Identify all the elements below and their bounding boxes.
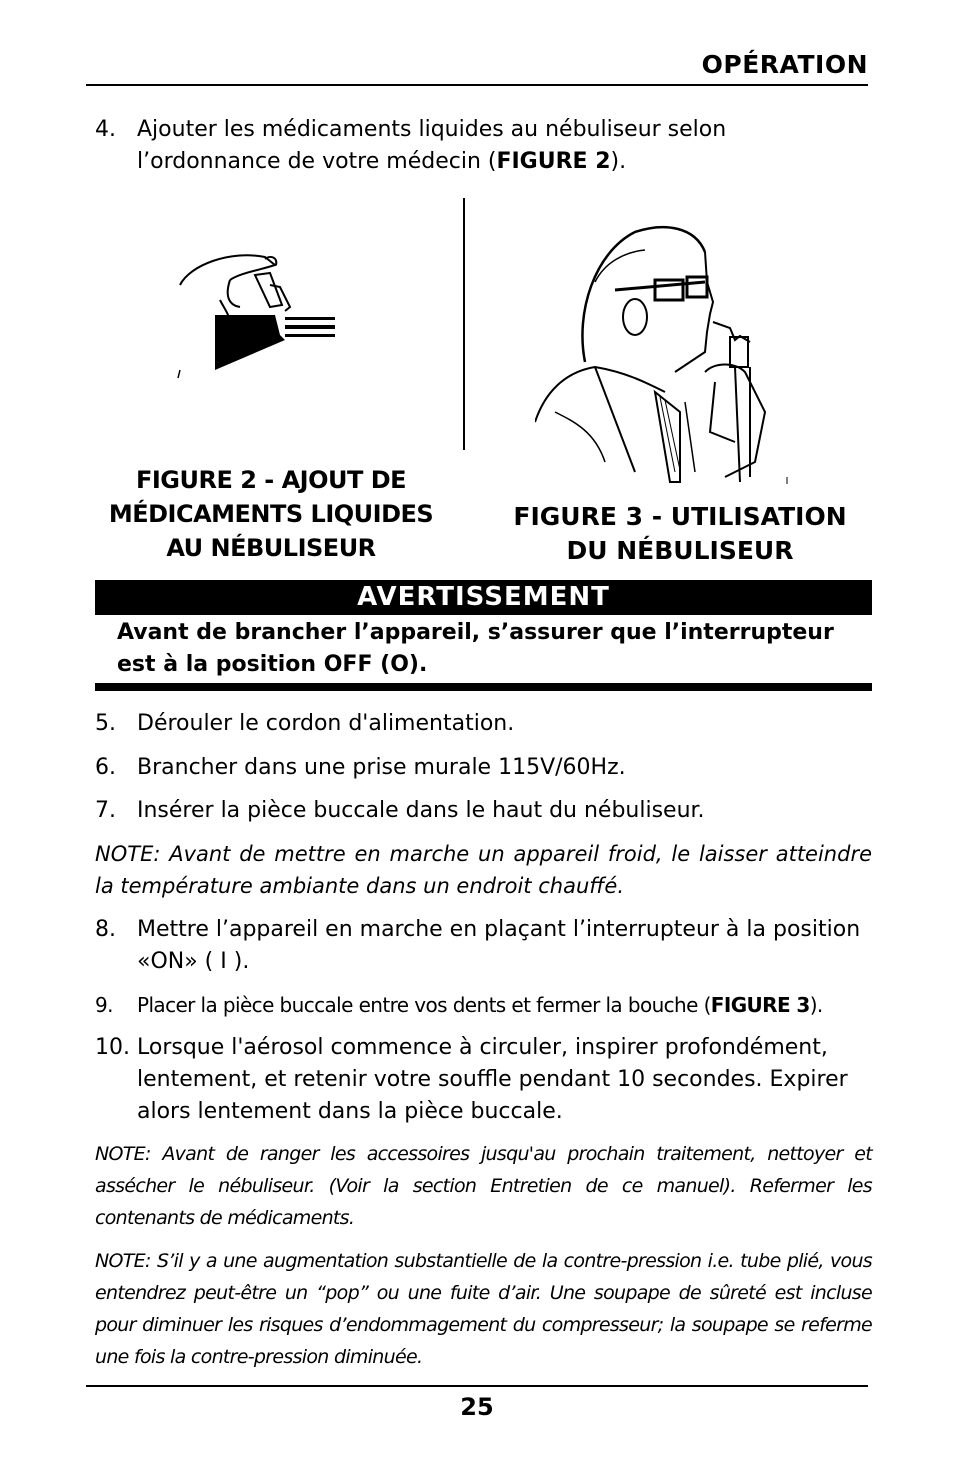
step-7: 7. Insérer la pièce buccale dans le haut du nébuliseur.: [95, 795, 875, 827]
step-10: 10. Lorsque l'aérosol commence à circuler, inspirer profondément, lentement, et retenir votre souffle pendant 10 secondes. Expirer alors lentement dans la pièce buccale.: [95, 1032, 875, 1128]
step-text: Lorsque l'aérosol commence à circuler, inspirer profondément, lentement, et retenir votre souffle pendant 10 secondes. Expirer alors lentement dans la pièce buccale.: [137, 1035, 848, 1124]
figure-3-caption: FIGURE 3 - UTILISATION DU NÉBULISEUR: [513, 502, 847, 565]
note-3: NOTE: S’il y a une augmentation substantielle de la contre-pression i.e. tube plié, vous entendrez peut-être un “pop” ou une fuite d’air. Une soupape de sûreté est incluse pour diminuer les risques d’endommagement du compresseur; la soupape se referme une fois la contre-pression diminuée.: [95, 1250, 872, 1368]
page-number: 25: [460, 1393, 494, 1421]
note-2: NOTE: Avant de ranger les accessoires jusqu'au prochain traitement, nettoyer et assécher le nébuliseur. (Voir la section Entretien de ce manuel). Refermer les contenants de médicaments.: [95, 1143, 872, 1229]
step-text: Insérer la pièce buccale dans le haut du nébuliseur.: [137, 798, 705, 823]
step-8: 8. Mettre l’appareil en marche en plaçant l’interrupteur à la position «ON» ( I ).: [95, 914, 875, 978]
header-rule: [86, 84, 868, 86]
figure-2-illustration: [170, 245, 350, 385]
warning-rule: [95, 683, 872, 691]
step-5: 5. Dérouler le cordon d'alimentation.: [95, 708, 875, 740]
step-text: Placer la pièce buccale entre vos dents et fermer la bouche (: [137, 993, 711, 1017]
step-9: 9. Placer la pièce buccale entre vos dents et fermer la bouche (FIGURE 3).: [95, 993, 823, 1017]
footer-rule: [86, 1385, 868, 1387]
step-4: 4. Ajouter les médicaments liquides au nébuliseur selon l’ordonnance de votre médecin (FIGURE 2).: [95, 114, 875, 178]
figure-ref: FIGURE 3: [710, 993, 810, 1017]
step-6: 6. Brancher dans une prise murale 115V/60Hz.: [95, 752, 875, 784]
step-text: Brancher dans une prise murale 115V/60Hz.: [137, 755, 626, 780]
step-text: Mettre l’appareil en marche en plaçant l’interrupteur à la position «ON» ( I ).: [137, 917, 861, 974]
warning-title: AVERTISSEMENT: [95, 580, 872, 615]
section-title: OPÉRATION: [701, 50, 868, 79]
figure-ref: FIGURE 2: [496, 149, 611, 174]
figure-2-caption: FIGURE 2 - AJOUT DE MÉDICAMENTS LIQUIDES AU NÉBULISEUR: [108, 466, 434, 562]
step-number: 4.: [95, 117, 116, 142]
warning-text: Avant de brancher l’appareil, s’assurer que l’interrupteur est à la position OFF (O).: [117, 620, 834, 677]
figure-divider: [463, 198, 465, 450]
figure-3-illustration: [535, 222, 795, 487]
step-text: Ajouter les médicaments liquides au nébuliseur selon l’ordonnance de votre médecin (: [137, 117, 727, 174]
step-text: Dérouler le cordon d'alimentation.: [137, 711, 515, 736]
note-1: NOTE: Avant de mettre en marche un appareil froid, le laisser atteindre la température ambiante dans un endroit chauffé.: [95, 842, 872, 898]
